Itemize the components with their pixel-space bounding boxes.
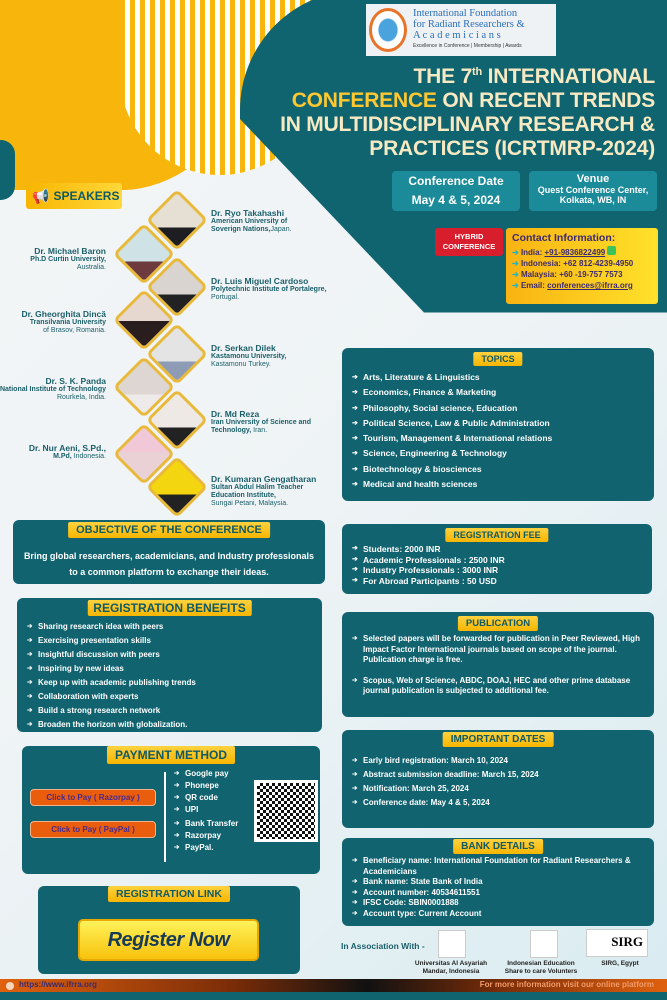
megaphone-icon: 📢: [32, 187, 50, 204]
footer-strip: [0, 992, 667, 1000]
india-phone-link[interactable]: +91-9836822499: [544, 248, 606, 257]
speaker-4: Dr. Gheorghita Dincă Transilvania University of Brasov, Romania.: [21, 309, 106, 334]
association-label: In Association With -: [341, 941, 425, 951]
qr-code[interactable]: [254, 780, 318, 842]
speaker-5: Dr. Serkan Dilek Kastamonu University, Kastamonu Turkey.: [211, 343, 287, 368]
whatsapp-icon[interactable]: [607, 246, 616, 255]
pay-paypal-button[interactable]: Click to Pay ( PayPal ): [30, 821, 156, 838]
speaker-7: Dr. Md Reza Iran University of Science and Technology, Iran.: [211, 409, 311, 434]
conference-date-box: Conference Date May 4 & 5, 2024: [392, 171, 520, 211]
payment-method-card: PAYMENT METHOD Click to Pay ( Razorpay ) Click to Pay ( PayPal ) ➔ Google pay ➔ Phonepe ➔ QR code ➔ UPI ➔ Bank Transfer ➔ Razorpay ➔ PayPal.: [22, 746, 320, 874]
speaker-2: Dr. Michael Baron Ph.D Curtin University, Australia.: [30, 246, 106, 271]
org-tagline: Excellence in Conference | Membership | Awards: [413, 43, 522, 49]
org-line1: International Foundation: [413, 8, 518, 19]
topics-list: ➔ Arts, Literature & Linguistics ➔ Economics, Finance & Marketing ➔ Philosophy, Social science, Education ➔ Political Science, Law & Public Administration ➔ Tourism, Management & International relations ➔ Science, Engineering & Technology ➔ Biotechnology & biosciences ➔ Medical and health sciences: [352, 370, 552, 492]
register-now-button[interactable]: Register Now: [78, 919, 259, 961]
org-line3: A c a d e m i c i a n s: [413, 30, 501, 41]
organizer-logo: [366, 4, 556, 56]
partner-logo-2: [530, 930, 558, 958]
partner-name-1: Universitas Al Asyariah Mandar, Indonesia: [414, 960, 488, 975]
important-dates-card: IMPORTANT DATES ➔ Early bird registration: March 10, 2024 ➔ Abstract submission deadline: March 15, 2024 ➔ Notification: March 25, 2024 ➔ Conference date: May 4 & 5, 2024: [342, 730, 654, 828]
footer-tagline: For more information visit our online platform: [479, 980, 654, 989]
speaker-3: Dr. Luis Miguel Cardoso Polytechnic Institute of Portalegre, Portugal.: [211, 276, 327, 301]
website-link[interactable]: https://www.ifrra.org: [19, 980, 97, 989]
partner-name-3: SIRG, Egypt: [601, 960, 639, 967]
partner-logo-3: SIRG: [586, 929, 648, 957]
globe-icon: [6, 982, 14, 990]
teal-corner-left: [0, 140, 15, 200]
partner-name-2: Indonesian Education Share to care Volunters: [504, 960, 578, 975]
hybrid-badge: HYBRID CONFERENCE: [435, 228, 503, 256]
speaker-8: Dr. Nur Aeni, S.Pd., M.Pd, Indonesia.: [28, 443, 106, 460]
venue-box: Venue Quest Conference Center, Kolkata, WB, IN: [529, 171, 657, 211]
bank-details-card: BANK DETAILS ➔ Beneficiary name: International Foundation for Radiant Researchers & Academicians ➔ Bank name: State Bank of India ➔ Account number: 40534611551 ➔ IFSC Code: SBIN0001888 ➔ Account type: Current Account: [342, 838, 654, 926]
speaker-6: Dr. S. K. Panda National Institute of Technology Rourkela, India.: [0, 376, 106, 401]
publication-card: PUBLICATION ➔ Selected papers will be forwarded for publication in Peer Reviewed, High Impact Factor International journals based on scope of the journal. Publication charge is free. ➔ Scopus, Web of Science, ABDC, DOAJ, HEC and other prime database journal publication is subjected to additional fee.: [342, 612, 654, 717]
speakers-badge: 📢 SPEAKERS: [26, 183, 122, 209]
objective-card: OBJECTIVE OF THE CONFERENCE Bring global researchers, academicians, and Industry professionals to a common platform to exchange their ideas.: [13, 520, 325, 584]
registration-benefits-card: REGISTRATION BENEFITS ➔ Sharing research idea with peers ➔ Exercising presentation skills ➔ Insightful discussion with peers ➔ Inspiring by new ideas ➔ Keep up with academic publishing trends ➔ Collaboration with experts ➔ Build a strong research network ➔ Broaden the horizon with globalization.: [17, 598, 322, 732]
speaker-1: Dr. Ryo Takahashi American University of Soverign Nations,Japan.: [211, 208, 292, 233]
divider: [164, 772, 166, 862]
pay-razorpay-button[interactable]: Click to Pay ( Razorpay ): [30, 789, 156, 806]
speaker-9: Dr. Kumaran Gengatharan Sultan Abdul Halim Teacher Education Institute, Sungai Petani, Malaysia.: [211, 474, 317, 507]
registration-link-card: REGISTRATION LINK Register Now: [38, 886, 300, 974]
partner-logo-1: [438, 930, 466, 958]
contact-info: Contact Information: ➔ India: +91-9836822499 ➔ Indonesia: +62 812-4239-4950 ➔ Malaysia: +60 -19-757 7573 ➔ Email: conferences@ifrra.org: [506, 228, 658, 304]
topics-card: TOPICS ➔ Arts, Literature & Linguistics ➔ Economics, Finance & Marketing ➔ Philosophy, Social science, Education ➔ Political Science, Law & Public Administration ➔ Tourism, Management & International relations ➔ Science, Engineering & Technology ➔ Biotechnology & biosciences ➔ Medical and health sciences: [342, 348, 654, 501]
emblem-icon: [369, 8, 407, 52]
page-title: THE 7th INTERNATIONAL CONFERENCE ON RECENT TRENDS IN MULTIDISCIPLINARY RESEARCH & PRACTICES (ICRTMRP-2024): [280, 65, 655, 160]
email-link[interactable]: conferences@ifrra.org: [547, 281, 633, 290]
contact-india: ➔ India: +91-9836822499: [512, 246, 652, 258]
org-line2: for Radiant Researchers &: [413, 19, 525, 30]
registration-fee-card: REGISTRATION FEE ➔ Students: 2000 INR ➔ Academic Professionals : 2500 INR ➔ Industry Professionals : 3000 INR ➔ For Abroad Participants : 50 USD: [342, 524, 652, 594]
